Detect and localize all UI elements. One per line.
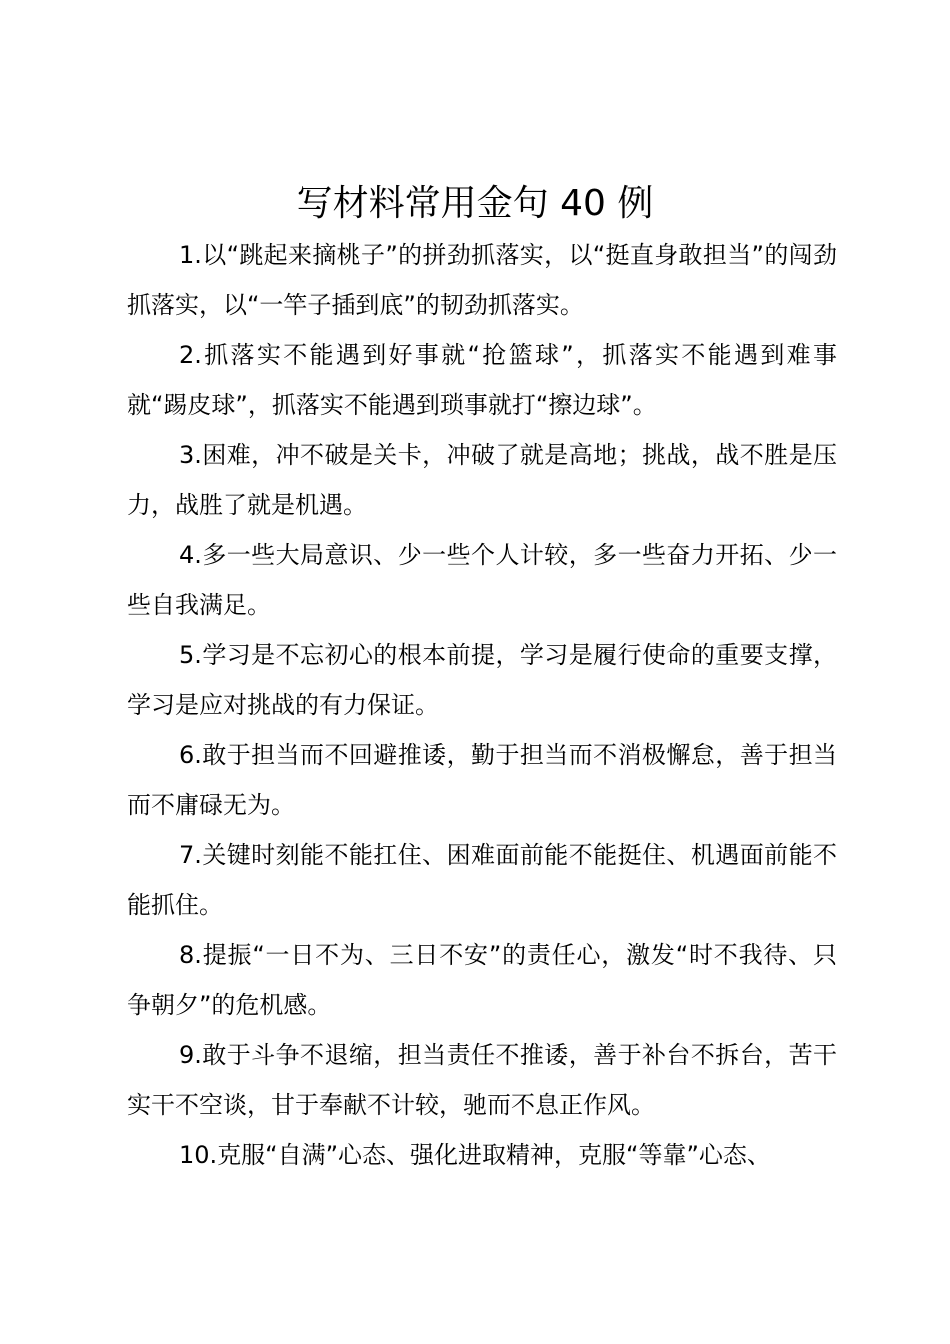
paragraph-4: 4.多一些大局意识、少一些个人计较，多一些奋力开拓、少一些自我满足。 xyxy=(127,541,837,619)
paragraph-1: 1.以“跳起来摘桃子”的拼劲抓落实，以“挺直身敢担当”的闯劲抓落实，以“一竿子插到底”的韧劲抓落实。 xyxy=(127,241,837,319)
paragraph-9: 9.敢于斗争不退缩，担当责任不推诿，善于补台不拆台，苦干实干不空谈，甘于奉献不计较，驰而不息正作风。 xyxy=(127,1041,837,1119)
paragraph-5: 5.学习是不忘初心的根本前提，学习是履行使命的重要支撑，学习是应对挑战的有力保证。 xyxy=(127,641,837,719)
document-title: 写材料常用金句 40 例 xyxy=(296,183,654,224)
paragraph-6: 6.敢于担当而不回避推诿，勤于担当而不消极懈怠，善于担当而不庸碌无为。 xyxy=(127,741,837,819)
paragraph-2: 2.抓落实不能遇到好事就“抢篮球”，抓落实不能遇到难事就“踢皮球”，抓落实不能遇到琐事就打“擦边球”。 xyxy=(127,341,837,419)
paragraph-8: 8.提振“一日不为、三日不安”的责任心，激发“时不我待、只争朝夕”的危机感。 xyxy=(127,941,837,1019)
paragraph-3: 3.困难，冲不破是关卡，冲破了就是高地；挑战，战不胜是压力，战胜了就是机遇。 xyxy=(127,441,837,519)
paragraph-10: 10.克服“自满”心态、强化进取精神，克服“等靠”心态、 xyxy=(179,1141,771,1169)
document-body xyxy=(127,230,837,1180)
paragraph-7: 7.关键时刻能不能扛住、困难面前能不能挺住、机遇面前能不能抓住。 xyxy=(127,841,837,919)
